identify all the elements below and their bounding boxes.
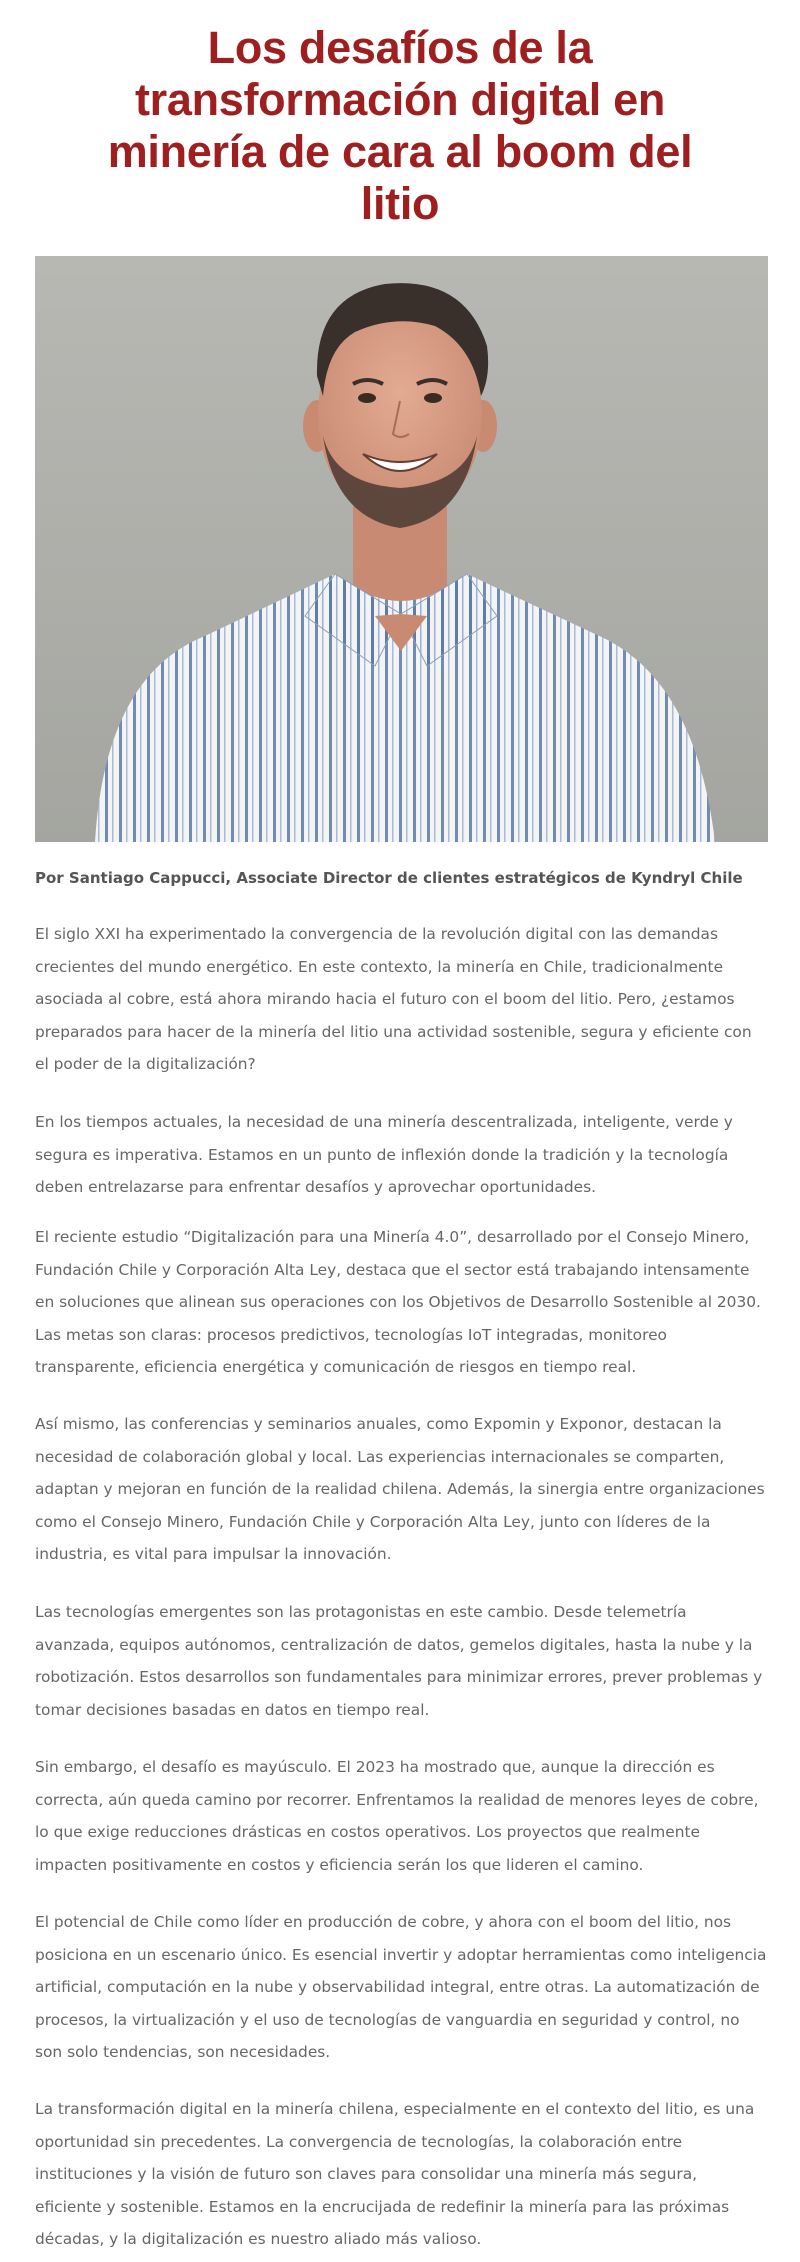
article-title: Los desafíos de la transformación digital en minería de cara al boom del litio <box>107 22 693 229</box>
article-paragraph: El reciente estudio “Digitalización para una Minería 4.0”, desarrollado por el Consejo Minero, Fundación Chile y Corporación Alta Ley, destaca que el sector está trabajando intensamente en soluciones que alinean sus operaciones con los Objetivos de Desarrollo Sostenible al 2030. Las metas son claras: procesos predictivos, tecnologías IoT integradas, monitoreo transparente, eficiencia energética y comunicación de riesgos en tiempo real. <box>35 1228 761 1376</box>
article-paragraph: La transformación digital en la minería chilena, especialmente en el contexto del litio, es una oportunidad sin precedentes. La convergencia de tecnologías, la colaboración entre instituciones y la visión de futuro son claves para consolidar una minería más segura, eficiente y sostenible. Estamos en la encrucijada de redefinir la minería para las próximas décadas, y la digitalización es nuestro aliado más valioso. <box>35 2100 755 2248</box>
author-photo <box>35 256 768 842</box>
author-byline: Por Santiago Cappucci, Associate Director de clientes estratégicos de Kyndryl Chile <box>35 869 743 887</box>
article-paragraph: Sin embargo, el desafío es mayúsculo. El 2023 ha mostrado que, aunque la dirección es correcta, aún queda camino por recorrer. Enfrentamos la realidad de menores leyes de cobre, lo que exige reducciones drásticas en costos operativos. Los proyectos que realmente impacten positivamente en costos y eficiencia serán los que lideren el camino. <box>35 1758 759 1874</box>
article-paragraph: Las tecnologías emergentes son las protagonistas en este cambio. Desde telemetría avanzada, equipos autónomos, centralización de datos, gemelos digitales, hasta la nube y la robotización. Estos desarrollos son fundamentales para minimizar errores, prever problemas y tomar decisiones basadas en datos en tiempo real. <box>35 1603 763 1719</box>
article-paragraph: En los tiempos actuales, la necesidad de una minería descentralizada, inteligente, verde y segura es imperativa. Estamos en un punto de inflexión donde la tradición y la tecnología deben entrelazarse para enfrentar desafíos y aprovechar oportunidades. <box>35 1113 733 1196</box>
article-paragraph: El potencial de Chile como líder en producción de cobre, y ahora con el boom del litio, nos posiciona en un escenario único. Es esencial invertir y adoptar herramientas como inteligencia artificial, computación en la nube y observabilidad integral, entre otras. La automatización de procesos, la virtualización y el uso de tecnologías de vanguardia en seguridad y control, no son solo tendencias, son necesidades. <box>35 1913 767 2061</box>
article-paragraph: Así mismo, las conferencias y seminarios anuales, como Expomin y Exponor, destacan la necesidad de colaboración global y local. Las experiencias internacionales se comparten, adaptan y mejoran en función de la realidad chilena. Además, la sinergia entre organizaciones como el Consejo Minero, Fundación Chile y Corporación Alta Ley, junto con líderes de la industria, es vital para impulsar la innovación. <box>35 1415 765 1563</box>
article-paragraph: El siglo XXI ha experimentado la convergencia de la revolución digital con las demandas crecientes del mundo energético. En este contexto, la minería en Chile, tradicionalmente asociada al cobre, está ahora mirando hacia el futuro con el boom del litio. Pero, ¿estamos preparados para hacer de la minería del litio una actividad sostenible, segura y eficiente con el poder de la digitalización? <box>35 925 752 1073</box>
